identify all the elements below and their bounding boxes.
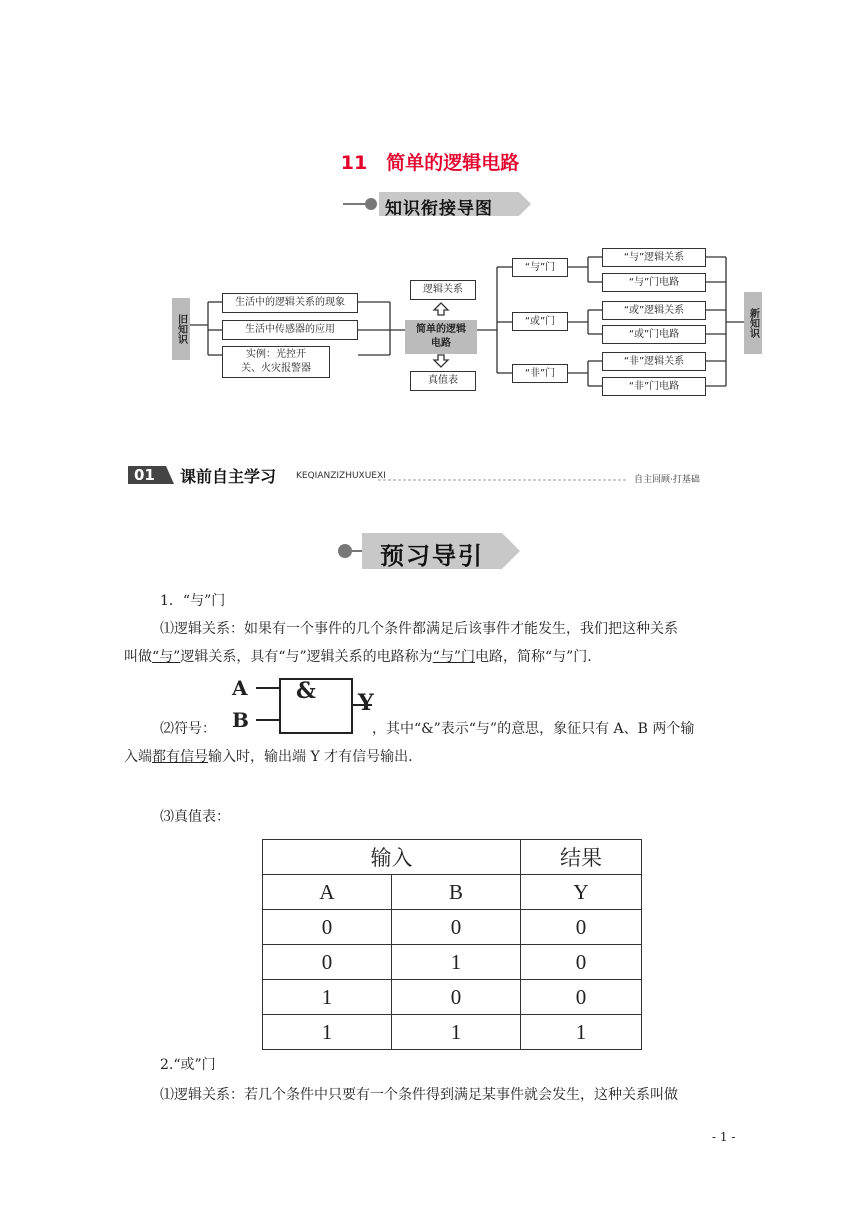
- text-segment: 叫做: [124, 649, 152, 665]
- truth-table-header: Y: [521, 875, 642, 910]
- table-cell: 1: [392, 945, 521, 980]
- section-number: 01: [134, 466, 155, 484]
- truth-table-group-result: 结果: [521, 840, 642, 875]
- and-gate-symbol: [226, 674, 376, 738]
- para-logic-relation-cont: [124, 646, 592, 668]
- table-cell: 0: [521, 945, 642, 980]
- para-logic-relation: ⑴逻辑关系：如果有一个事件的几个条件都满足后该事件才能发生，我们把这种关系: [160, 621, 678, 637]
- section-right-text: 自主回顾·打基础: [634, 475, 700, 485]
- text-segment: 电路，简称“与”门.: [474, 649, 592, 665]
- table-row: [263, 945, 642, 980]
- old-knowledge-label: 旧知识: [172, 298, 190, 360]
- knowledge-map-banner: [343, 190, 533, 218]
- text-segment: 逻辑关系，具有“与”逻辑关系的电路称为: [180, 649, 433, 665]
- left-item-1: 生活中的逻辑关系的现象: [222, 293, 358, 313]
- table-cell: 0: [392, 910, 521, 945]
- table-cell: 1: [521, 1015, 642, 1050]
- para-symbol-pre: ⑵符号：: [160, 721, 216, 737]
- table-row: [263, 910, 642, 945]
- truth-table-header: B: [392, 875, 521, 910]
- table-cell: 1: [263, 980, 392, 1015]
- gate-or: “或”门: [512, 312, 568, 331]
- bottom-box: 真值表: [410, 371, 476, 391]
- table-cell: 0: [392, 980, 521, 1015]
- gate-item-not-relation: “非”逻辑关系: [602, 352, 706, 371]
- page-number: - 1 -: [712, 1130, 736, 1144]
- truth-table: [262, 839, 642, 1050]
- page-title: 11 简单的逻辑电路: [340, 152, 520, 174]
- text-segment: 输入时，输出端 Y 才有信号输出.: [208, 749, 413, 765]
- heading-or-gate: 2.“或”门: [160, 1057, 216, 1073]
- section-header: [128, 462, 732, 488]
- para-symbol-post: ，其中“&”表示“与”的意思，象征只有 A、B 两个输: [372, 721, 695, 737]
- gate-item-or-relation: “或”逻辑关系: [602, 301, 706, 320]
- heading-and-gate: 1．“与”门: [160, 593, 226, 609]
- gate-item-or-circuit: “或”门电路: [602, 325, 706, 344]
- top-box: 逻辑关系: [410, 280, 476, 300]
- section-pinyin: KEQIANZIZHUXUEXI: [296, 471, 386, 481]
- input-b-label: B: [232, 708, 249, 732]
- table-cell: 1: [392, 1015, 521, 1050]
- section-title: 课前自主学习: [180, 467, 277, 486]
- blank-answer-1: “与”: [152, 649, 181, 665]
- left-item-2: 生活中传感器的应用: [222, 320, 358, 340]
- mind-map: [170, 240, 770, 400]
- new-knowledge-label: 新知识: [744, 292, 762, 354]
- gate-item-and-circuit: “与”门电路: [602, 273, 706, 292]
- table-cell: 0: [263, 945, 392, 980]
- left-item-3: 实例：光控开关、火灾报警器: [222, 346, 330, 378]
- table-row: [263, 1015, 642, 1050]
- output-y-label: Y: [358, 690, 374, 716]
- para-or-logic-relation: ⑴逻辑关系：若几个条件中只要有一个条件得到满足某事件就会发生，这种关系叫做: [160, 1087, 678, 1103]
- gate-item-and-relation: “与”逻辑关系: [602, 248, 706, 267]
- gate-not: “非”门: [512, 364, 568, 383]
- gate-and: “与”门: [512, 258, 568, 277]
- table-cell: 0: [521, 910, 642, 945]
- input-a-label: A: [232, 676, 248, 700]
- table-cell: 0: [521, 980, 642, 1015]
- truth-table-header: A: [263, 875, 392, 910]
- center-box: 简单的逻辑电路: [405, 320, 477, 354]
- para-truth-table: ⑶真值表：: [160, 809, 230, 825]
- knowledge-map-banner-text: 知识衔接导图: [385, 199, 493, 219]
- blank-answer-2: “与”门: [432, 649, 475, 665]
- preview-banner: [336, 531, 522, 571]
- table-cell: 0: [263, 910, 392, 945]
- preview-banner-text: 预习导引: [380, 542, 484, 570]
- truth-table-group-input: 输入: [263, 840, 521, 875]
- table-row: [263, 980, 642, 1015]
- blank-answer-3: 都有信号: [152, 749, 208, 765]
- gate-symbol-label: &: [296, 678, 316, 704]
- gate-item-not-circuit: “非”门电路: [602, 377, 706, 396]
- table-cell: 1: [263, 1015, 392, 1050]
- para-symbol-cont: [124, 746, 413, 768]
- text-segment: 入端: [124, 749, 152, 765]
